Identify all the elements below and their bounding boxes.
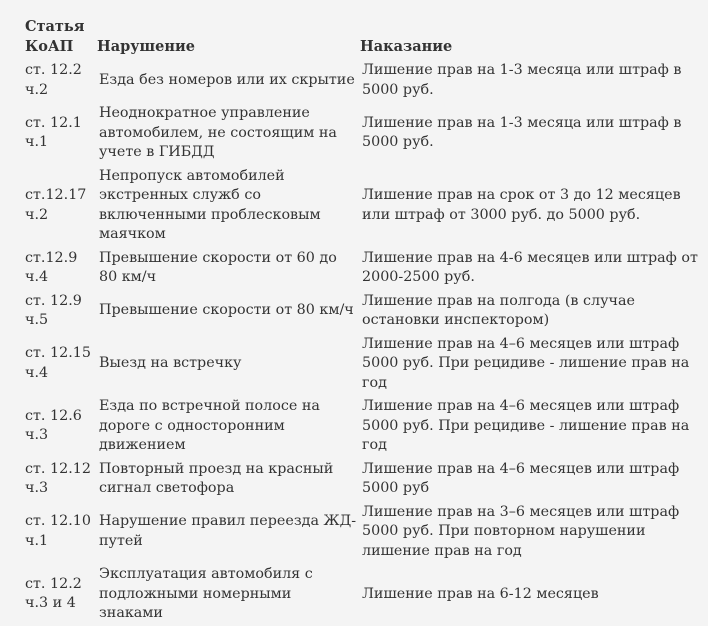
- table-row: [0, 501, 708, 564]
- header-penalty: Наказание: [360, 37, 453, 55]
- violation-cell: Езда без номеров или их скрытие: [99, 71, 355, 88]
- table-header-row: [0, 17, 708, 59]
- table-row: [0, 165, 708, 247]
- table-row: [0, 458, 708, 501]
- table-row: [0, 247, 708, 290]
- article-cell: ст. 12.15 ч.4: [25, 345, 91, 381]
- violation-cell: Непропуск автомобилей экстренных служб со включенными проблесковым маячком: [99, 167, 321, 242]
- article-cell: ст. 12.2 ч.2: [25, 62, 82, 98]
- table-row: [0, 563, 708, 626]
- header-article: Статья КоАП: [25, 18, 85, 55]
- article-cell: ст.12.9 ч.4: [25, 249, 78, 285]
- violation-cell: Эксплуатация автомобиля с подложными номерными знаками: [99, 566, 313, 621]
- violation-cell: Неоднократное управление автомобилем, не состоящим на учете в ГИБДД: [99, 105, 337, 160]
- penalty-cell: Лишение прав на 4-6 месяцев или штраф от 2000-2500 руб.: [362, 249, 698, 285]
- table-row: [0, 395, 708, 458]
- article-cell: ст. 12.1 ч.1: [25, 114, 82, 151]
- violation-cell: Повторный проезд на красный сигнал светофора: [99, 460, 334, 496]
- penalty-cell: Лишение прав на 4–6 месяцев или штраф 5000 руб. При рецидиве - лишение прав на год: [362, 398, 690, 453]
- table-row: [0, 59, 708, 102]
- penalty-cell: Лишение прав на 6-12 месяцев: [362, 585, 599, 602]
- header-violation: Нарушение: [97, 37, 195, 55]
- article-cell: ст. 12.10 ч.1: [25, 513, 91, 549]
- violation-cell: Превышение скорости от 80 км/ч: [99, 302, 354, 319]
- violation-cell: Превышение скорости от 60 до 80 км/ч: [99, 249, 337, 285]
- table-row: [0, 102, 708, 165]
- penalty-cell: Лишение прав на 3–6 месяцев или штраф 5000 руб. При повторном нарушении лишение прав на год: [362, 503, 680, 559]
- penalty-cell: Лишение прав на 4–6 месяцев или штраф 5000 руб. При рецидиве - лишение прав на год: [362, 335, 690, 391]
- article-cell: ст. 12.12 ч.3: [25, 460, 91, 496]
- violation-cell: Выезд на встречку: [99, 355, 242, 371]
- article-cell: ст.12.17 ч.2: [25, 187, 87, 223]
- penalty-cell: Лишение прав на 4–6 месяцев или штраф 5000 руб: [362, 460, 680, 496]
- article-cell: ст. 12.9 ч.5: [25, 292, 82, 328]
- penalty-cell: Лишение прав на 1-3 месяца или штраф в 5000 руб.: [362, 62, 682, 98]
- article-cell: ст. 12.6 ч.3: [25, 407, 82, 444]
- penalty-cell: Лишение прав на срок от 3 до 12 месяцев или штраф от 3000 руб. до 5000 руб.: [362, 187, 681, 223]
- penalties-table: [0, 17, 708, 626]
- article-cell: ст. 12.2 ч.3 и 4: [25, 575, 82, 612]
- violation-cell: Езда по встречной полосе на дороге с односторонним движением: [99, 398, 320, 453]
- table-row: [0, 333, 708, 396]
- table-row: [0, 290, 708, 333]
- penalty-cell: Лишение прав на 1-3 месяца или штраф в 5000 руб.: [362, 114, 682, 151]
- penalty-cell: Лишение прав на полгода (в случае остановки инспектором): [362, 292, 635, 328]
- violation-cell: Нарушение правил переезда ЖД-путей: [99, 513, 357, 549]
